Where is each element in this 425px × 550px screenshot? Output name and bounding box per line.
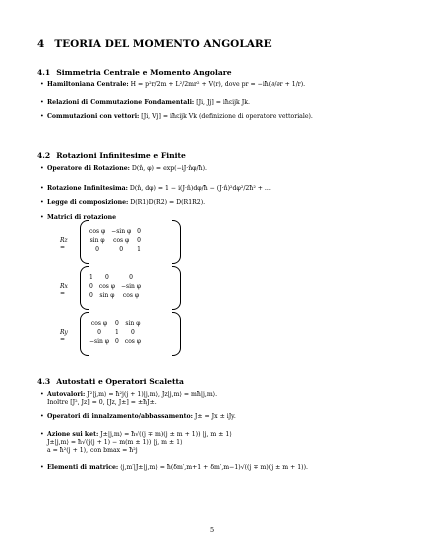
- bullet-rotazione-infinitesima: • Rotazione Infinitesima: D(n̂, dφ) = 1 − i(J·n̂)dφ/ħ − (J·n̂)²dφ²/2ħ² + ...: [40, 185, 271, 192]
- bullet-vettori: • Commutazioni con vettori: [Ji, Vj] = iħεijk Vk (definizione di operatore vettoriale).: [40, 113, 313, 120]
- bullet-operatori-scaletta: • Operatori di innalzamento/abbassamento: J± = Jx ± iJy.: [40, 413, 236, 420]
- bullet-elementi-matrice: • Elementi di matrice: ⟨j,m′|J±|j,m⟩ = ħ(δm′,m+1 + δm′,m−1)√((j ∓ m)(j ± m + 1)).: [40, 464, 308, 471]
- page-number: 5: [210, 526, 215, 534]
- section-title: TEORIA DEL MOMENTO ANGOLARE: [54, 38, 272, 50]
- autovalori-continuation: Inoltre [J², Jz] = 0, [Jz, J±] = ±ħJ±.: [47, 399, 157, 406]
- bullet-hamiltoniana: • Hamiltoniana Centrale: H = p²r/2m + L²/2mr² + V(r), dove pr = −iħ(∂/∂r + 1/r).: [40, 81, 306, 88]
- subsection-heading-4-3: 4.3 Autostati e Operatori Scaletta: [37, 377, 184, 386]
- section-heading: [37, 38, 272, 50]
- subsection-heading-4-1: 4.1 Simmetria Centrale e Momento Angolare: [37, 68, 232, 77]
- section-number: 4: [37, 38, 45, 50]
- bullet-commutazione: • Relazioni di Commutazione Fondamentali: [Ji, Jj] = iħεijk Jk.: [40, 99, 250, 106]
- azione-ket-line-3: a = ħ²(j + 1), con bmax = ħ²j: [47, 447, 138, 454]
- azione-ket-line-2: J±|j,m⟩ = ħ√(j(j + 1) − m(m ± 1)) |j, m ± 1⟩: [47, 439, 183, 446]
- document-page: 4 TEORIA DEL MOMENTO ANGOLARE 4.1 Simmetria Centrale e Momento Angolare • Hamiltoniana Centrale: H = p²r/2m + L²/2mr² + V(r), dove pr = −iħ(∂/∂r + 1/r). • Relazioni di Commutazione Fondamentali: [Ji, Jj] = iħεijk Jk. • Commutazioni con vettori: [Ji, Vj] = iħεijk Vk (definizione di operatore vettoriale). 4.2 Rotazioni Infinitesime e Finite • Operatore di Rotazione: D(n̂, φ) = exp(−iJ·n̂φ/ħ). • Rotazione Infinitesima: D(n̂, dφ) = 1 − i(J·n̂)dφ/ħ − (J·n̂)²dφ²/2ħ² + ... • Legge di composizione: D(R1)D(R2) = D(R1R2). • Matrici di rotazione Rz = cos φ −sin φ 0 sin φ cos φ 0 0 0 1 Rx = 1 0 0 0 cos φ −sin φ 0 sin φ cos φ Ry = cos φ 0 sin φ 0 1 0 −sin φ 0 cos φ 4.3 Autostati e Operatori Scaletta • Autovalori: J²|j,m⟩ = ħ²j(j + 1)|j,m⟩, Jz|j,m⟩ = mħ|j,m⟩. Inoltre [J², Jz] = 0, [Jz, J±] = ±ħJ±. • Operatori di innalzamento/abbassamento: J± = Jx ± iJy. • Azione sui ket: J±|j,m⟩ = ħ√((j ∓ m)(j ± m + 1)) |j, m ± 1⟩ J±|j,m⟩ = ħ√(j(j + 1) − m(m ± 1)) |j, m ± 1⟩ a = ħ²(j + 1), con bmax = ħ²j • Elementi di matrice: ⟨j,m′|J±|j,m⟩ = ħ(δm′,m+1 + δm′,m−1)√((j ∓ m)(j ± m + 1)). 5: [37, 38, 313, 534]
- subsection-heading-4-2: 4.2 Rotazioni Infinitesime e Finite: [37, 151, 186, 160]
- bullet-matrici: • Matrici di rotazione: [40, 214, 117, 221]
- bullet-operatore-rotazione: • Operatore di Rotazione: D(n̂, φ) = exp(−iJ·n̂φ/ħ).: [40, 165, 207, 172]
- bullet-azione-ket: • Azione sui ket: J±|j,m⟩ = ħ√((j ∓ m)(j ± m + 1)) |j, m ± 1⟩: [40, 431, 232, 438]
- bullet-composizione: • Legge di composizione: D(R1)D(R2) = D(R1R2).: [40, 199, 206, 206]
- bullet-autovalori: • Autovalori: J²|j,m⟩ = ħ²j(j + 1)|j,m⟩, Jz|j,m⟩ = mħ|j,m⟩.: [40, 391, 218, 398]
